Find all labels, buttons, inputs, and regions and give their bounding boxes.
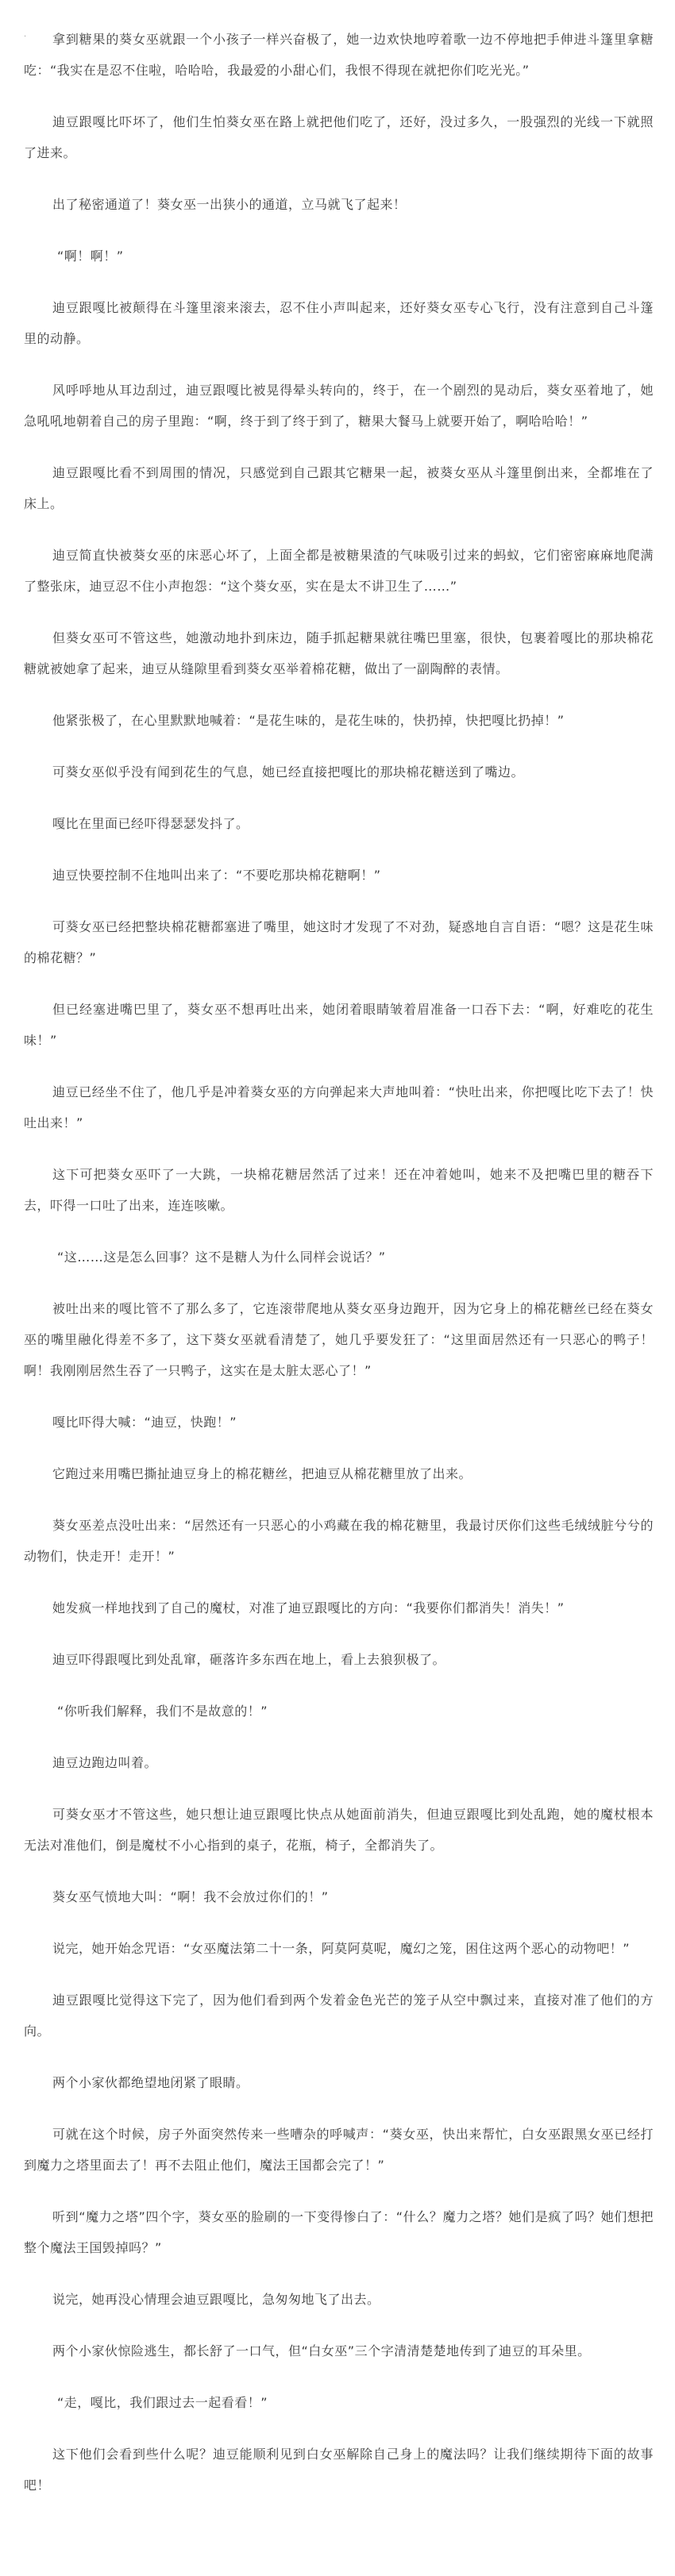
story-paragraph: 出了秘密通道了！葵女巫一出狭小的通道，立马就飞了起来！ (52, 197, 407, 212)
story-paragraph: 风呼呼地从耳边刮过，迪豆跟嘎比被晃得晕头转向的，终于，在一个剧烈的晃动后，葵女巫着地了，她急吼吼地朝着自己的房子里跑：“啊，终于到了终于到了，糖果大餐马上就要开始了，啊哈哈哈！” (24, 383, 654, 429)
story-paragraph: “走，嘎比，我们跟过去一起看看！” (57, 2395, 268, 2410)
story-paragraph: 迪豆跟嘎比看不到周围的情况，只感觉到自己跟其它糖果一起，被葵女巫从斗篷里倒出来，全都堆在了床上。 (24, 465, 654, 511)
story-paragraph: 两个小家伙都绝望地闭紧了眼睛。 (52, 2075, 249, 2090)
story-paragraph: 她发疯一样地找到了自己的魔杖，对准了迪豆跟嘎比的方向：“我要你们都消失！消失！” (52, 1600, 565, 1615)
story-paragraph: 这下可把葵女巫吓了一大跳，一块棉花糖居然活了过来！还在冲着她叫，她来不及把嘴巴里的糖吞下去，吓得一口吐了出来，连连咳嗽。 (24, 1167, 654, 1213)
story-paragraph: 说完，她开始念咒语：“女巫魔法第二十一条，阿莫阿莫呢，魔幻之笼，困住这两个恶心的动物吧！” (52, 1941, 631, 1956)
story-paragraph: 迪豆简直快被葵女巫的床恶心坏了，上面全都是被糖果渣的气味吸引过来的蚂蚁，它们密密麻麻地爬满了整张床，迪豆忍不住小声抱怨：“这个葵女巫，实在是太不讲卫生了……” (24, 548, 654, 594)
story-paragraph: 可就在这个时候，房子外面突然传来一些嘈杂的呼喊声：“葵女巫，快出来帮忙，白女巫跟黑女巫已经打到魔力之塔里面去了！再不去阻止他们，魔法王国都会完了！” (24, 2127, 654, 2173)
story-paragraph: 可葵女巫似乎没有闻到花生的气息，她已经直接把嘎比的那块棉花糖送到了嘴边。 (52, 764, 525, 780)
story-paragraph: 葵女巫差点没吐出来：“居然还有一只恶心的小鸡藏在我的棉花糖里，我最讨厌你们这些毛绒绒脏兮兮的动物们，快走开！走开！” (24, 1518, 654, 1564)
story-paragraph: 迪豆已经坐不住了，他几乎是冲着葵女巫的方向弹起来大声地叫着：“快吐出来，你把嘎比吃下去了！快吐出来！” (24, 1084, 654, 1130)
story-paragraph: 它跑过来用嘴巴撕扯迪豆身上的棉花糖丝，把迪豆从棉花糖里放了出来。 (52, 1466, 472, 1481)
story-paragraph: 可葵女巫才不管这些，她只想让迪豆跟嘎比快点从她面前消失，但迪豆跟嘎比到处乱跑，她的魔杖根本无法对准他们，倒是魔杖不小心指到的桌子，花瓶，椅子，全都消失了。 (24, 1807, 654, 1853)
story-paragraph: 可葵女巫已经把整块棉花糖都塞进了嘴里，她这时才发现了不对劲，疑惑地自言自语：“嗯？这是花生味的棉花糖？” (24, 919, 654, 965)
story-paragraph: 迪豆跟嘎比觉得这下完了，因为他们看到两个发着金色光芒的笼子从空中飘过来，直接对准了他们的方向。 (24, 1993, 654, 2039)
story-paragraph: 迪豆快要控制不住地叫出来了：“不要吃那块棉花糖啊！” (52, 868, 381, 883)
story-paragraph: 迪豆跟嘎比吓坏了，他们生怕葵女巫在路上就把他们吃了，还好，没过多久，一股强烈的光线一下就照了进来。 (24, 114, 654, 160)
story-paragraph: 但葵女巫可不管这些，她激动地扑到床边，随手抓起糖果就往嘴巴里塞，很快，包裹着嘎比的那块棉花糖就被她拿了起来，迪豆从缝隙里看到葵女巫举着棉花糖，做出了一副陶醉的表情。 (24, 630, 654, 676)
story-paragraph: 迪豆边跑边叫着。 (52, 1755, 158, 1770)
story-paragraph: 嘎比在里面已经吓得瑟瑟发抖了。 (52, 816, 249, 831)
story-paragraph: 迪豆跟嘎比被颠得在斗篷里滚来滚去，忍不住小声叫起来，还好葵女巫专心飞行，没有注意到自己斗篷里的动静。 (24, 300, 654, 346)
story-paragraph: 拿到糖果的葵女巫就跟一个小孩子一样兴奋极了，她一边欢快地哼着歌一边不停地把手伸进斗篷里拿糖吃：“我实在是忍不住啦，哈哈哈，我最爱的小甜心们，我恨不得现在就把你们吃光光。” (24, 32, 654, 78)
lead-mark: . (24, 30, 27, 39)
story-body (24, 24, 654, 2501)
story-paragraph: “你听我们解释，我们不是故意的！” (57, 1704, 268, 1719)
story-paragraph: 他紧张极了，在心里默默地喊着：“是花生味的，是花生味的，快扔掉，快把嘎比扔掉！” (52, 713, 565, 728)
story-paragraph: 听到“魔力之塔”四个字，葵女巫的脸刷的一下变得惨白了：“什么？魔力之塔？她们是疯了吗？她们想把整个魔法王国毁掉吗？” (24, 2209, 654, 2255)
story-paragraph: 说完，她再没心情理会迪豆跟嘎比，急匆匆地飞了出去。 (52, 2292, 380, 2307)
story-paragraph: 嘎比吓得大喊：“迪豆，快跑！” (52, 1415, 237, 1430)
story-paragraph: 葵女巫气愤地大叫：“啊！我不会放过你们的！” (52, 1889, 329, 1904)
story-paragraph: 但已经塞进嘴巴里了，葵女巫不想再吐出来，她闭着眼睛皱着眉准备一口吞下去：“啊，好难吃的花生味！” (24, 1002, 654, 1048)
story-paragraph: 两个小家伙惊险逃生，都长舒了一口气，但“白女巫”三个字清清楚楚地传到了迪豆的耳朵里。 (52, 2343, 591, 2358)
story-paragraph: 迪豆吓得跟嘎比到处乱窜，砸落许多东西在地上，看上去狼狈极了。 (52, 1652, 446, 1667)
story-paragraph: “这……这是怎么回事？这不是糖人为什么同样会说话？” (57, 1249, 386, 1265)
story-paragraph: 被吐出来的嘎比管不了那么多了，它连滚带爬地从葵女巫身边跑开，因为它身上的棉花糖丝已经在葵女巫的嘴里融化得差不多了，这下葵女巫就看清楚了，她几乎要发狂了：“这里面居然还有一只恶心的鸭子！啊！我刚刚居然生吞了一只鸭子，这实在是太脏太恶心了！” (24, 1301, 654, 1378)
story-paragraph: “啊！啊！” (57, 248, 124, 264)
story-paragraph: 这下他们会看到些什么呢？迪豆能顺利见到白女巫解除自己身上的魔法吗？让我们继续期待下面的故事吧！ (24, 2447, 654, 2493)
